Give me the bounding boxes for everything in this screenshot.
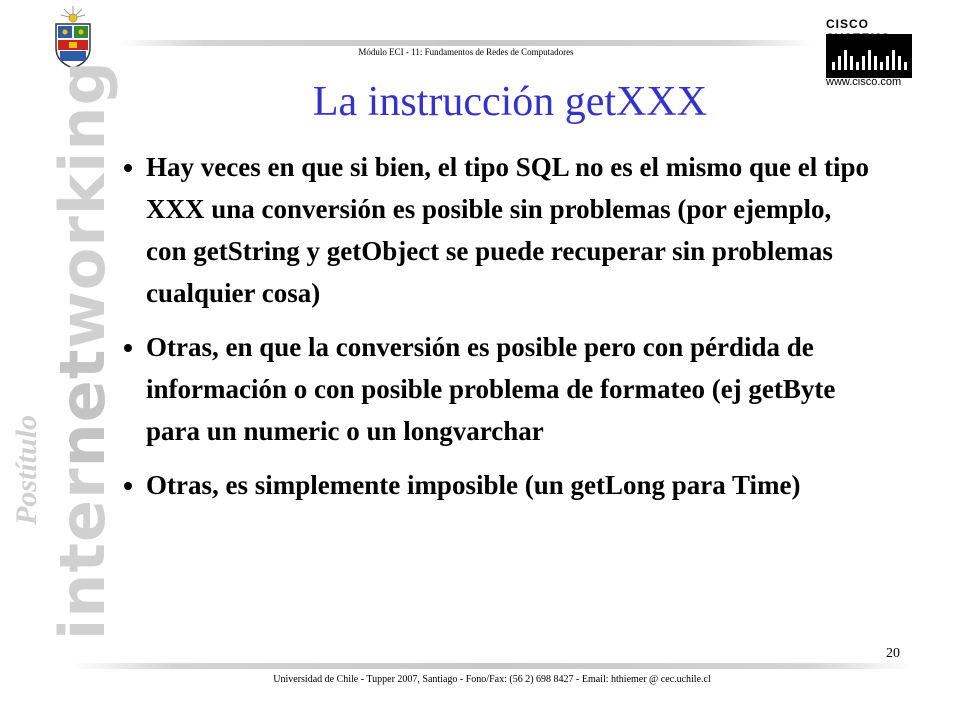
- bullet-item: [120, 464, 870, 506]
- cisco-logo: [826, 14, 921, 94]
- cisco-bars-icon: [826, 34, 916, 78]
- header-rule: [120, 40, 812, 46]
- cisco-name: CISCO: [826, 17, 870, 31]
- watermark-part-net: net: [46, 348, 119, 468]
- bullet-text: Otras, en que la conversión es posible pero con pérdida de información o con posible problema de formateo (ej getByte para un numeric o un longvarchar: [146, 332, 836, 446]
- watermark-part-working: working: [46, 60, 119, 349]
- bullet-text: Hay veces en que si bien, el tipo SQL no es el mismo que el tipo XXX una conversión es posible sin problemas (por ejemplo, con getString y getObject se puede recuperar sin problemas cualquier cosa): [146, 152, 870, 308]
- bullet-dot-icon: [124, 482, 132, 490]
- footer-text: Universidad de Chile - Tupper 2007, Santiago - Fono/Fax: (56 2) 698 8427 - Email: hthiemer @ cec.uchile.cl: [273, 674, 711, 685]
- bullet-list: [120, 146, 870, 518]
- bullet-item: [120, 326, 870, 452]
- bullet-text: Otras, es simplemente imposible (un getLong para Time): [146, 470, 801, 500]
- bullet-dot-icon: [124, 164, 132, 172]
- module-title: Módulo ECI - 11: Fundamentos de Redes de Computadores: [358, 47, 574, 57]
- bullet-item: [120, 146, 870, 314]
- bullet-dot-icon: [124, 344, 132, 352]
- footer-rule: [72, 663, 912, 669]
- cisco-url: www.cisco.com: [826, 76, 902, 88]
- page-number: 20: [886, 646, 900, 661]
- slide-title: La instrucción getXXX: [312, 79, 708, 125]
- watermark-part-inter: inter: [46, 467, 119, 640]
- postitulo-watermark: Postítulo: [10, 414, 43, 525]
- internetworking-watermark: [46, 60, 119, 640]
